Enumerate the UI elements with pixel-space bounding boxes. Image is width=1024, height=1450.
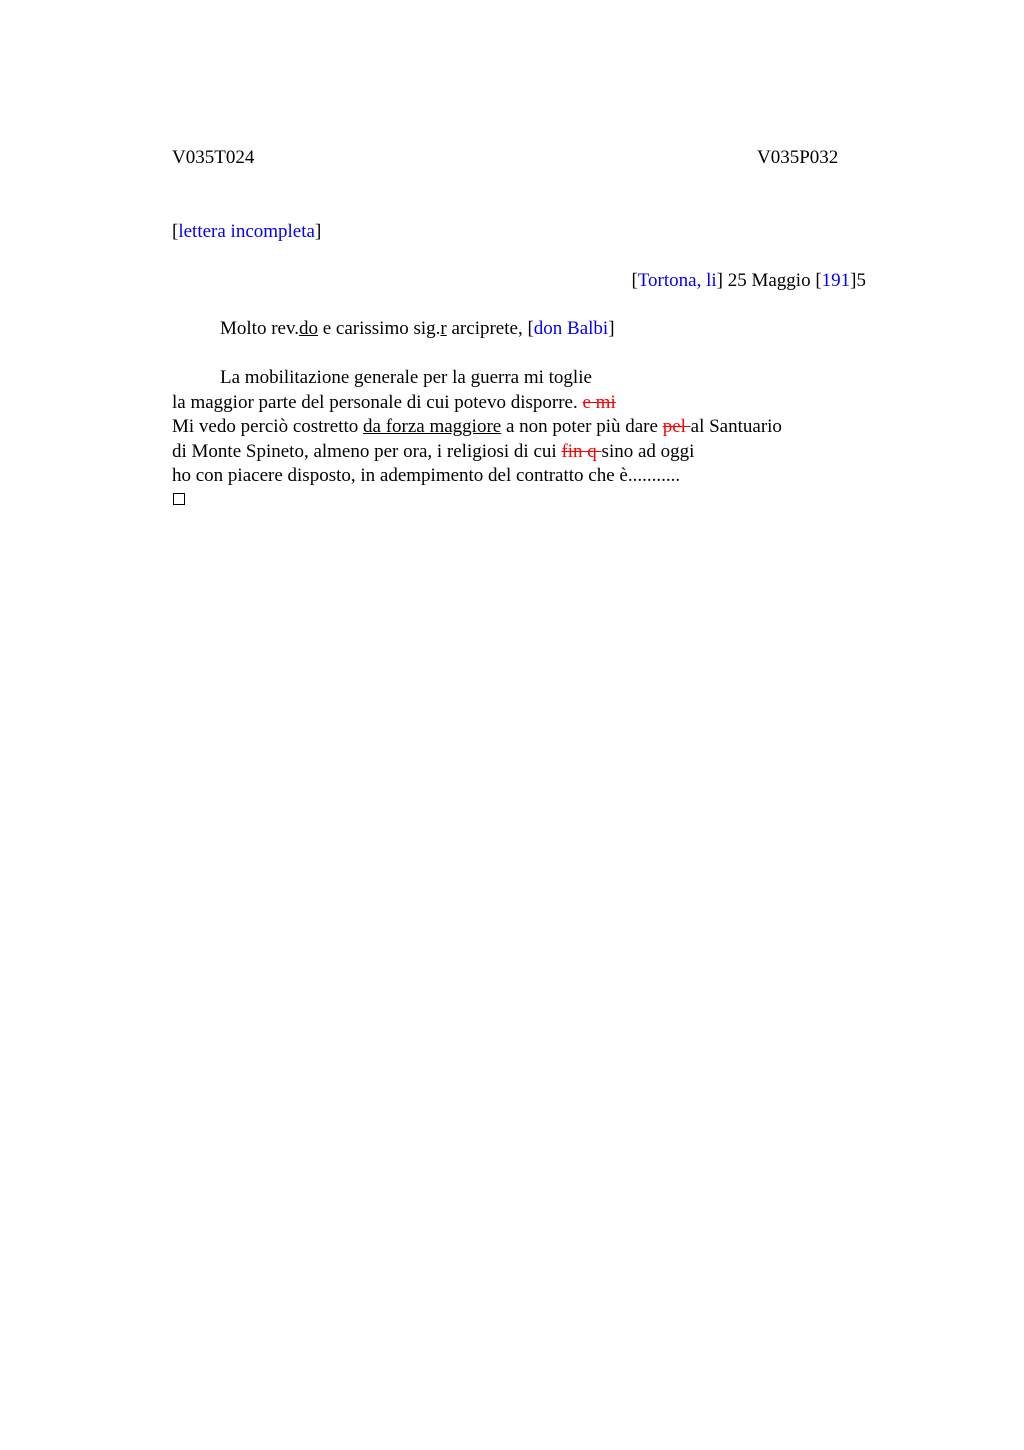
- salutation: [220, 317, 615, 341]
- body-text: a non poter più dare: [501, 416, 663, 437]
- document-code-left: V035T024: [172, 147, 255, 168]
- date-year-part: 191: [821, 270, 851, 291]
- body-text: Mi vedo perciò costretto: [172, 416, 364, 437]
- recipient-name: don Balbi: [533, 318, 609, 339]
- editorial-note: [172, 220, 321, 244]
- bracket: ]: [314, 221, 322, 242]
- end-marker-box-icon: [173, 493, 185, 505]
- deleted-text: pel: [662, 416, 691, 437]
- salutation-text: Molto rev.: [220, 318, 299, 339]
- body-text: la maggior parte del personale di cui potevo disporre.: [172, 392, 583, 413]
- underlined-text: da forza maggiore: [363, 416, 502, 437]
- body-line-3: [172, 415, 782, 439]
- date-year-end: 5: [856, 270, 866, 291]
- body-text: al Santuario: [690, 416, 782, 437]
- salutation-abbrev: do: [298, 318, 318, 339]
- bracket: ]: [716, 270, 723, 291]
- bracket: ]: [608, 318, 615, 339]
- body-line-5: ho con piacere disposto, in adempimento del contratto che è...........: [172, 465, 681, 486]
- date-day-month: 25 Maggio: [722, 270, 816, 291]
- body-line-4: [172, 440, 694, 464]
- bracket: [: [527, 318, 534, 339]
- bracket: [: [631, 270, 638, 291]
- editorial-note-text: lettera incompleta: [178, 221, 315, 242]
- body-line-2: [172, 391, 616, 415]
- date-line: [631, 269, 866, 293]
- salutation-text: arciprete,: [446, 318, 528, 339]
- deleted-text: fin q: [561, 441, 602, 462]
- bracket: [: [815, 270, 822, 291]
- salutation-abbrev: r: [440, 318, 447, 339]
- body-line-1: La mobilitazione generale per la guerra mi toglie: [220, 367, 592, 388]
- deleted-text: e mi: [582, 392, 616, 413]
- body-text: sino ad oggi: [601, 441, 695, 462]
- body-text: di Monte Spineto, almeno per ora, i religiosi di cui: [172, 441, 562, 462]
- date-place: Tortona, li: [637, 270, 717, 291]
- document-code-right: V035P032: [757, 147, 839, 168]
- bracket: [: [172, 221, 179, 242]
- bracket: ]: [850, 270, 857, 291]
- salutation-text: e carissimo sig.: [317, 318, 441, 339]
